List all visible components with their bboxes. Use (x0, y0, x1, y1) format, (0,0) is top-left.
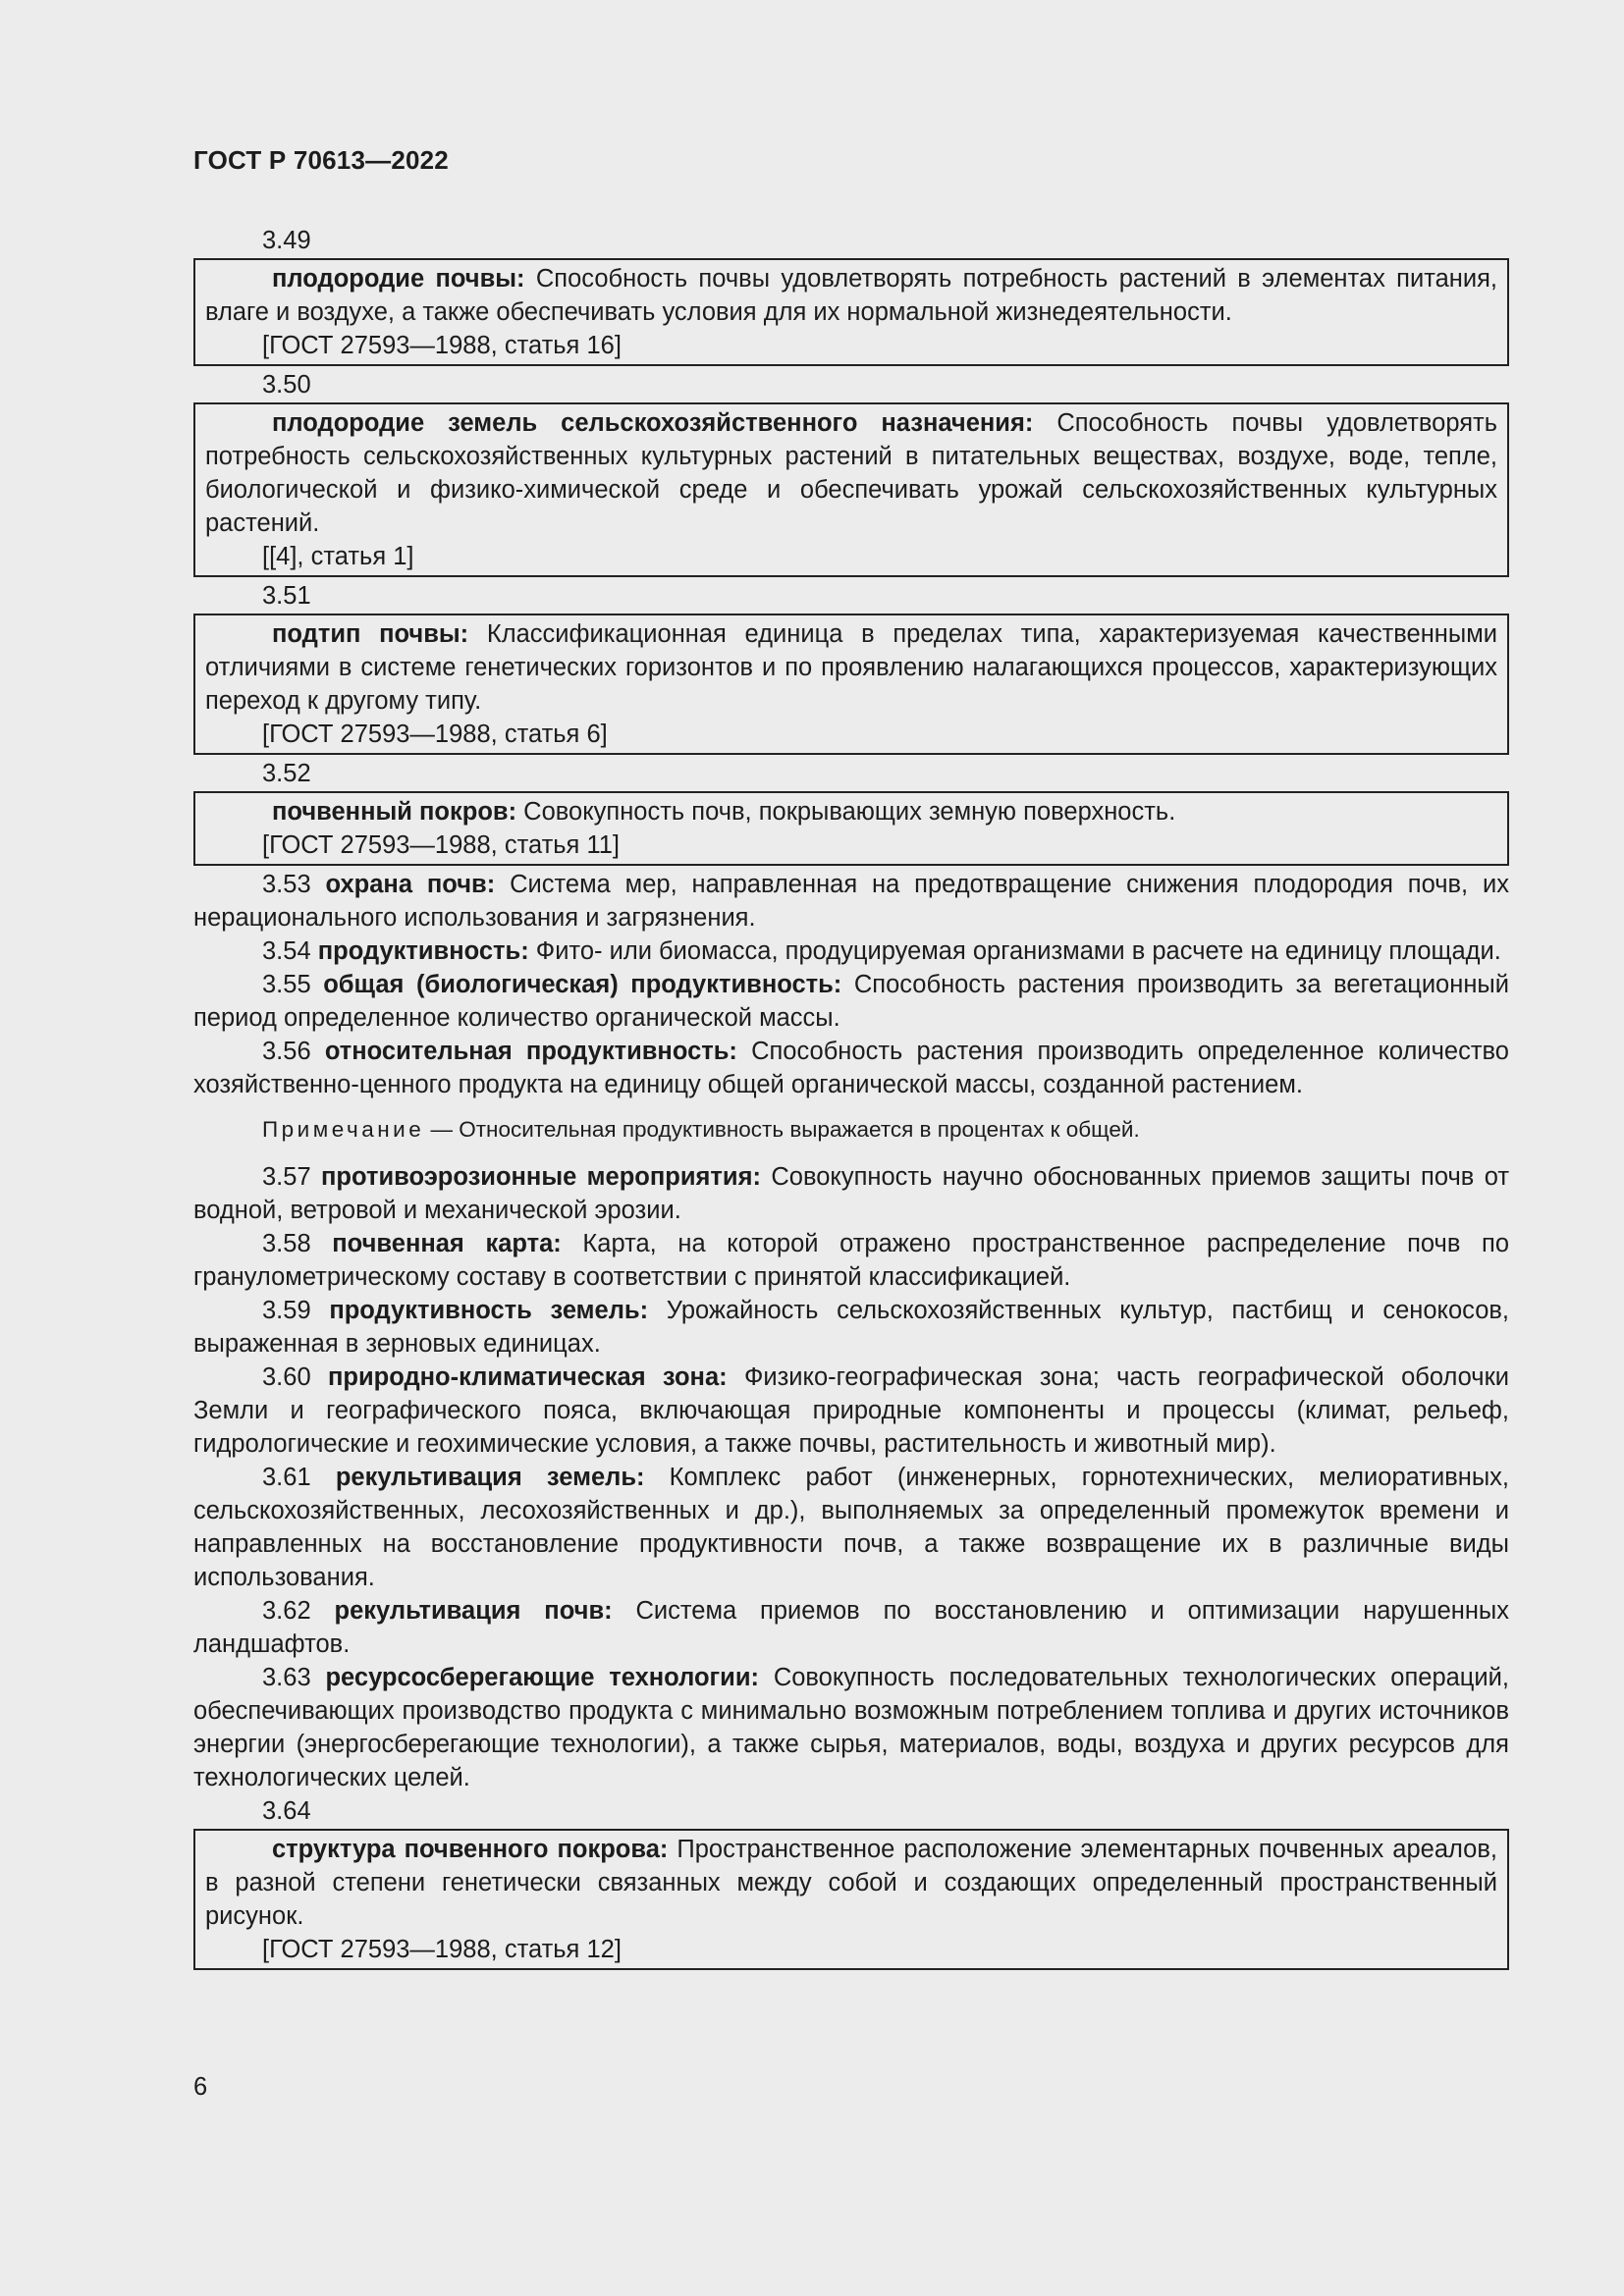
definition-text: Совокупность научно обоснованных приемов защиты почв от водной, ветровой и механической эрозии. (193, 1163, 1509, 1224)
source-reference: [ГОСТ 27593—1988, статья 12] (262, 1936, 622, 1963)
term: ресурсосберегающие технологии: (325, 1664, 759, 1691)
entry-number: 3.51 (262, 582, 311, 610)
entry-number: 3.58 (262, 1230, 311, 1257)
term: подтип почвы: (272, 620, 469, 648)
source-reference: [ГОСТ 27593—1988, статья 11] (262, 831, 621, 859)
definition-paragraph (193, 1361, 1509, 1461)
definition-text: Способность растения производить определенное количество хозяйственно-ценного продукта на единицу общей органической массы, созданной растением. (193, 1038, 1509, 1098)
note (193, 1113, 1509, 1147)
source-reference: [ГОСТ 27593—1988, статья 6] (262, 721, 608, 748)
definition-text: Карта, на которой отражено пространственное распределение почв по гранулометрическому составу в соответствии с принятой классификацией. (193, 1230, 1510, 1291)
note-label: Примечание (262, 1117, 425, 1142)
term: рекультивация земель: (335, 1464, 645, 1491)
definition-paragraph (205, 617, 1497, 718)
definition-box (193, 791, 1509, 866)
definition-text: Система приемов по восстановлению и оптимизации нарушенных ландшафтов. (193, 1597, 1509, 1658)
entry-number: 3.62 (262, 1597, 311, 1625)
definition-text: Совокупность почв, покрывающих земную поверхность. (516, 798, 1176, 826)
definition-paragraph (205, 262, 1497, 329)
definition-text: Система мер, направленная на предотвращение снижения плодородия почв, их нерационального использования и загрязнения. (193, 871, 1509, 932)
definition-paragraph (205, 406, 1497, 540)
note-text: — Относительная продуктивность выражается в процентах к общей. (424, 1117, 1140, 1142)
entry-number: 3.50 (262, 371, 311, 399)
definition-paragraph (193, 868, 1509, 934)
definition-paragraph (193, 968, 1509, 1035)
entry-number: 3.59 (262, 1297, 311, 1324)
definition-box (193, 614, 1509, 755)
definition-text: Способность растения производить за вегетационный период определенное количество органической массы. (193, 971, 1509, 1032)
definition-text: Комплекс работ (инженерных, горнотехнических, мелиоративных, сельскохозяйственных, лесохозяйственных и др.), выполняемых за определенный промежуток времени и направленных на восстановление продуктивности почв, а также возвращение их в различные виды использования. (193, 1464, 1509, 1591)
entry-number: 3.54 (262, 937, 311, 965)
definition-paragraph (193, 1461, 1509, 1594)
definition-box (193, 258, 1509, 366)
definition-paragraph (193, 934, 1509, 968)
definition-paragraph (193, 1160, 1509, 1227)
term: почвенная карта: (332, 1230, 562, 1257)
definition-paragraph (205, 795, 1497, 828)
term: природно-климатическая зона: (327, 1363, 728, 1391)
entry-number: 3.61 (262, 1464, 311, 1491)
entry-number: 3.63 (262, 1664, 311, 1691)
definition-paragraph (193, 1035, 1509, 1101)
entry-number: 3.60 (262, 1363, 311, 1391)
definition-text: Классификационная единица в пределах типа, характеризуемая качественными отличиями в системе генетических горизонтов и по проявлению налагающихся процессов, характеризующих переход к другому типу. (205, 620, 1497, 715)
definition-box (193, 1829, 1509, 1970)
definition-text: Совокупность последовательных технологических операций, обеспечивающих производство продукта с минимально возможным потреблением топлива и других источников энергии (энергосберегающие технологии), а также сырья, материалов, воды, воздуха и других ресурсов для технологических целей. (193, 1664, 1509, 1791)
term: охрана почв: (325, 871, 496, 898)
definition-paragraph (193, 1661, 1509, 1794)
entry-number: 3.56 (262, 1038, 311, 1065)
term: структура почвенного покрова: (272, 1836, 669, 1863)
entry-number: 3.57 (262, 1163, 311, 1191)
document-header: ГОСТ Р 70613—2022 (193, 145, 449, 175)
term: общая (биологическая) продуктивность: (323, 971, 842, 998)
page-number: 6 (193, 2073, 208, 2101)
entry-number: 3.64 (262, 1797, 311, 1825)
definition-box (193, 402, 1509, 577)
term: плодородие почвы: (272, 265, 525, 293)
definition-paragraph (193, 1594, 1509, 1661)
source-reference: [ГОСТ 27593—1988, статья 16] (262, 332, 622, 359)
term: относительная продуктивность: (324, 1038, 737, 1065)
entry-number: 3.49 (262, 227, 311, 254)
document-content (193, 224, 1509, 1972)
definition-paragraph (193, 1227, 1509, 1294)
term: плодородие земель сельскохозяйственного назначения: (272, 409, 1034, 437)
definition-text: Пространственное расположение элементарных почвенных ареалов, в разной степени генетически связанных между собой и создающих определенный пространственный рисунок. (205, 1836, 1497, 1930)
definition-text: Фито- или биомасса, продуцируемая организмами в расчете на единицу площади. (528, 937, 1501, 965)
term: продуктивность: (317, 937, 529, 965)
source-reference: [[4], статья 1] (262, 543, 414, 570)
entry-number: 3.55 (262, 971, 311, 998)
definition-text: Способность почвы удовлетворять потребность сельскохозяйственных культурных растений в питательных веществах, воздухе, воде, тепле, биологической и физико-химической среде и обеспечивать урожай сельскохозяйственных культурных растений. (205, 409, 1498, 537)
term: рекультивация почв: (334, 1597, 613, 1625)
term: противоэрозионные мероприятия: (321, 1163, 761, 1191)
definition-paragraph (193, 1294, 1509, 1361)
definition-text: Физико-географическая зона; часть географической оболочки Земли и географического пояса, включающая природные компоненты и процессы (климат, рельеф, гидрологические и геохимические условия, а также почвы, растительность и животный мир). (193, 1363, 1509, 1458)
definition-text: Способность почвы удовлетворять потребность растений в элементах питания, влаге и воздухе, а также обеспечивать условия для их нормальной жизнедеятельности. (205, 265, 1497, 326)
term: продуктивность земель: (329, 1297, 649, 1324)
entry-number: 3.52 (262, 760, 311, 787)
definition-paragraph (205, 1833, 1497, 1933)
entry-number: 3.53 (262, 871, 311, 898)
definition-text: Урожайность сельскохозяйственных культур, пастбищ и сенокосов, выраженная в зерновых единицах. (193, 1297, 1510, 1358)
term: почвенный покров: (272, 798, 517, 826)
